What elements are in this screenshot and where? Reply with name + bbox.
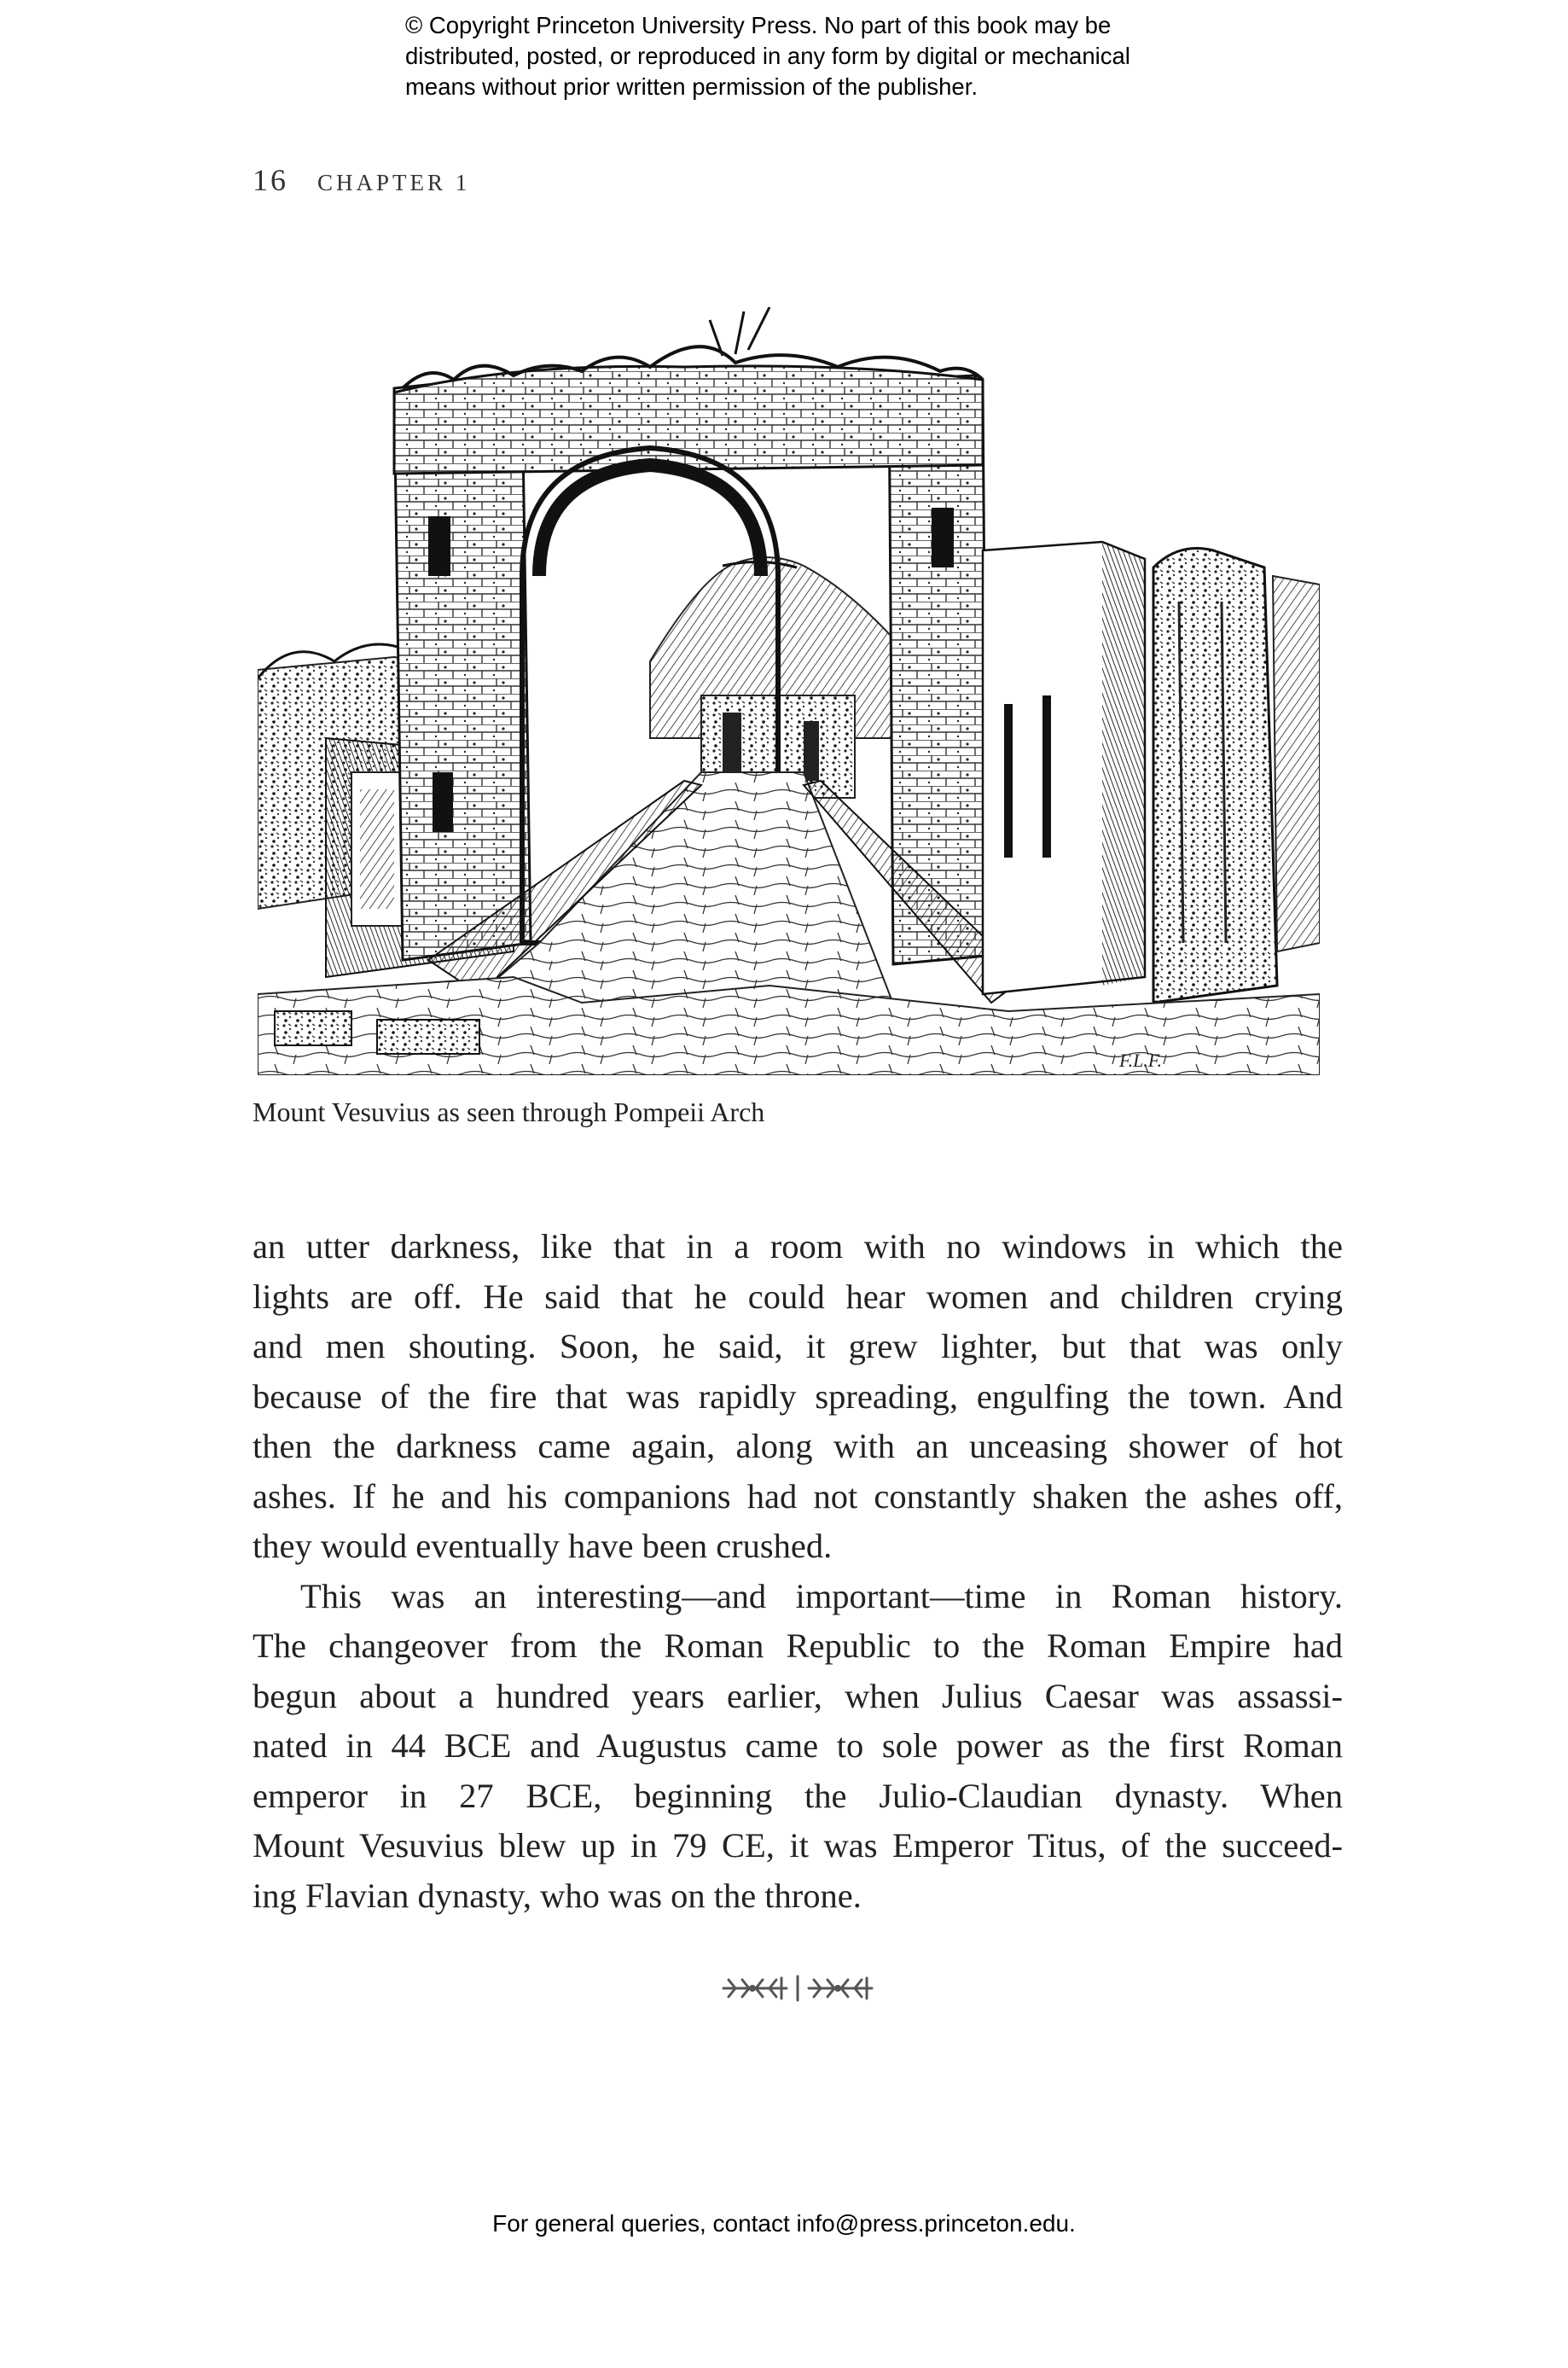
copyright-line: © Copyright Princeton University Press. No part of this book may be (405, 12, 1112, 38)
text-line: and men shouting. Soon, he said, it grew lighter, but that was only (253, 1327, 1343, 1365)
artist-signature: F.L.F. (1119, 1050, 1162, 1071)
pompeii-arch-illustration (258, 294, 1320, 1075)
text-line: emperor in 27 BCE, beginning the Julio-Claudian dynasty. When (253, 1776, 1343, 1815)
text-line: because of the fire that was rapidly spreading, engulfing the town. And (253, 1376, 1343, 1416)
chapter-label: CHAPTER 1 (317, 170, 471, 195)
paragraph (253, 1572, 1343, 1922)
text-line: Mount Vesuvius blew up in 79 CE, it was Emperor Titus, of the succeed- (253, 1826, 1343, 1865)
text-line: ing Flavian dynasty, who was on the throne. (253, 1876, 862, 1915)
footer-contact: For general queries, contact info@press.princeton.edu. (492, 2210, 1076, 2237)
text-line: begun about a hundred years earlier, when Julius Caesar was assassi- (253, 1676, 1343, 1715)
text-line: an utter darkness, like that in a room with no windows in which the (253, 1227, 1343, 1265)
running-head (253, 162, 470, 198)
text-line: lights are off. He said that he could hear women and children crying (253, 1277, 1343, 1316)
page-number: 16 (253, 163, 288, 197)
body-text (253, 1222, 1343, 1921)
copyright-notice (405, 10, 1258, 102)
paragraph (253, 1222, 1343, 1572)
text-line: then the darkness came again, along with an unceasing shower of hot (253, 1427, 1343, 1465)
section-break-ornament-icon (717, 1969, 879, 2007)
copyright-line: distributed, posted, or reproduced in any form by digital or mechanical (405, 43, 1130, 69)
text-line: nated in 44 BCE and Augustus came to sole power as the first Roman (253, 1726, 1343, 1765)
text-line: This was an interesting—and important—time in Roman history. (300, 1576, 1343, 1615)
text-line: The changeover from the Roman Republic to the Roman Empire had (253, 1626, 1343, 1665)
text-line: they would eventually have been crushed. (253, 1527, 833, 1565)
text-line: ashes. If he and his companions had not constantly shaken the ashes off, (253, 1476, 1343, 1516)
copyright-line: means without prior written permission of the publisher. (405, 73, 979, 100)
figure-caption: Mount Vesuvius as seen through Pompeii Arch (253, 1097, 765, 1127)
